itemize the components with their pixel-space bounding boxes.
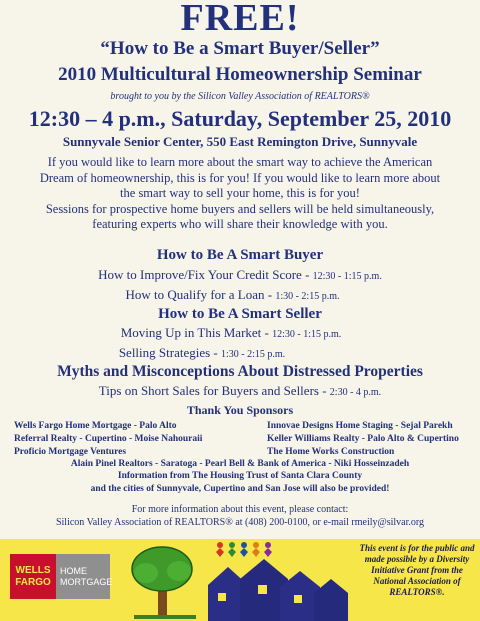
session-title: How to Qualify for a Loan - [125,287,276,302]
people-icon [216,542,272,557]
cities-info: and the cities of Sunnyvale, Cupertino and San Jose will also be provided! [90,484,390,494]
wells-fargo-logo [10,554,113,599]
wells-fargo-logo-red [10,554,56,599]
event-datetime: 12:30 – 4 p.m., Saturday, September 25, 2010 [28,106,452,131]
sponsor-item: Wells Fargo Home Mortgage - Palo Alto [14,421,177,431]
sponsor-item: Alain Pinel Realtors - Saratoga - Pearl Bell & Bank of America - Niki Hosseinzadeh [70,459,410,469]
tree-icon [132,547,196,619]
session-title: Selling Strategies - [118,345,221,360]
logo-text: WELLS [15,564,51,576]
logo-text: MORTGAGE [60,576,113,587]
houses-icon [208,559,348,621]
session-title: How to Improve/Fix Your Credit Score - [98,267,313,282]
intro-paragraph [0,155,480,233]
session-title: Tips on Short Sales for Buyers and Sellers - [98,383,330,398]
seller-heading: How to Be A Smart Seller [158,306,322,322]
session-title: Moving Up in This Market - [120,325,273,340]
sponsor-item: Referral Realty - Cupertino - Moise Nahouraii [14,434,203,444]
session-time: 2:30 - 4 p.m. [329,387,382,398]
sponsors-title: Thank You Sponsors [186,403,294,417]
buyer-session [0,286,465,305]
grant-note: This event is for the public and made possible by a Diversity Initiative Grant from the National Association of REALTORS®. [359,543,475,597]
sponsor-item: Innovae Designs Home Staging - Sejal Parekh [267,421,453,431]
seller-session [0,324,462,343]
logo-text: HOME [60,565,87,576]
myths-heading: Myths and Misconceptions About Distressed Properties [57,363,423,380]
intro-line: Sessions for prospective home buyers and sellers will be held simultaneously, [45,201,435,216]
brought-by-line: brought to you by the Silicon Valley Association of REALTORS® [110,91,370,102]
seminar-title: 2010 Multicultural Homeownership Seminar [58,64,422,85]
intro-line: featuring experts who will share their knowledge with you. [92,217,388,231]
buyer-heading: How to Be A Smart Buyer [156,247,324,263]
sponsor-item: Keller Williams Realty - Palo Alto & Cupertino [267,434,459,444]
buyer-session [0,266,480,285]
intro-line: Dream of homeownership, this is for you! If you would like to learn more about [39,170,441,185]
session-time: 1:30 - 2:15 p.m. [221,349,286,360]
sponsor-item: Proficio Mortgage Ventures [14,447,127,457]
community-illustration [124,539,354,621]
seminar-subtitle: “How to Be a Smart Buyer/Seller” [100,38,380,59]
wells-fargo-logo-gray [56,554,113,599]
logo-text: FARGO [15,576,51,588]
intro-line: If you would like to learn more about the smart way to achieve the American [47,155,433,169]
housing-trust-info: Information from The Housing Trust of Santa Clara County [117,471,363,481]
contact-intro: For more information about this event, please contact: [131,504,349,515]
seller-session [0,344,404,363]
contact-details: Silicon Valley Association of REALTORS® at (408) 200-0100, or e-mail rmeily@silvar.org [55,517,425,528]
event-location: Sunnyvale Senior Center, 550 East Remington Drive, Sunnyvale [62,134,418,149]
myths-session [0,382,480,401]
session-time: 1:30 - 2:15 p.m. [275,291,340,302]
session-time: 12:30 - 1:15 p.m. [272,329,342,340]
free-headline: FREE! [180,0,300,39]
session-time: 12:30 - 1:15 p.m. [312,271,382,282]
sponsor-item: The Home Works Construction [267,447,395,457]
footer-banner [0,539,480,621]
intro-line: the smart way to sell your home, this is for you! [120,186,360,200]
